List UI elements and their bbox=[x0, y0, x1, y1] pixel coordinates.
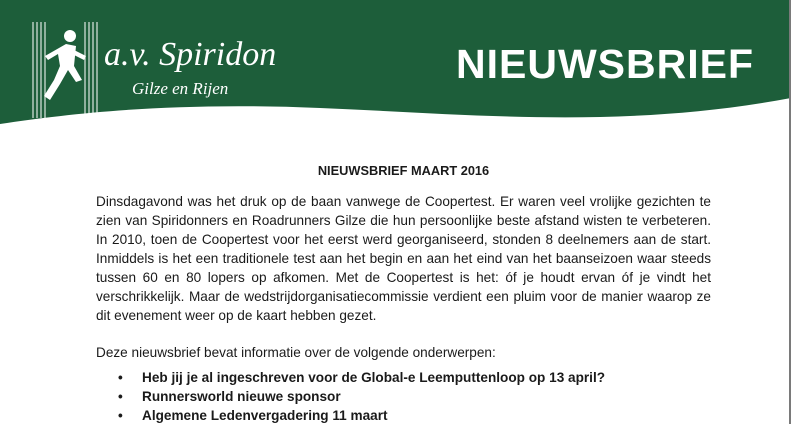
document-body bbox=[96, 161, 711, 425]
intro-paragraph: Dinsdagavond was het druk op de baan vanwege de Coopertest. Er waren veel vrolijke gezichten te zien van Spiridonners en Roadrunners Gilze die hun persoonlijke beste afstand wisten te verbeteren. In 2010, toen de Coopertest voor het eerst werd georganiseerd, stonden 8 deelnemers aan de start. Inmiddels is het een traditionele test aan het begin en aan het eind van het baanseizoen waar steeds tussen 60 en 80 lopers op afkomen. Met de Coopertest is het: óf je houdt ervan óf je vindt het verschrikkelijk. Maar de wedstrijdorganisatiecommissie verdient een pluim voor de manier waarop ze dit evenement weer op de kaart hebben gezet. bbox=[96, 194, 711, 323]
document-heading: NIEUWSBRIEF MAART 2016 bbox=[317, 163, 490, 178]
runner-logo-icon bbox=[30, 20, 100, 120]
topic-item: • Runnersworld nieuwe sponsor bbox=[118, 387, 711, 406]
topics-intro: Deze nieuwsbrief bevat informatie over de volgende onderwerpen: bbox=[96, 345, 496, 360]
club-name: a.v. Spiridon bbox=[104, 36, 277, 73]
topic-item: • Algemene Ledenvergadering 11 maart bbox=[118, 406, 711, 425]
club-subtitle: Gilze en Rijen bbox=[132, 79, 229, 98]
newsletter-header bbox=[0, 0, 791, 150]
topic-item: • Heb jij je al ingeschreven voor de Global-e Leemputtenloop op 13 april? bbox=[118, 368, 711, 387]
newsletter-title: NIEUWSBRIEF bbox=[456, 41, 754, 87]
topics-list bbox=[96, 368, 711, 425]
